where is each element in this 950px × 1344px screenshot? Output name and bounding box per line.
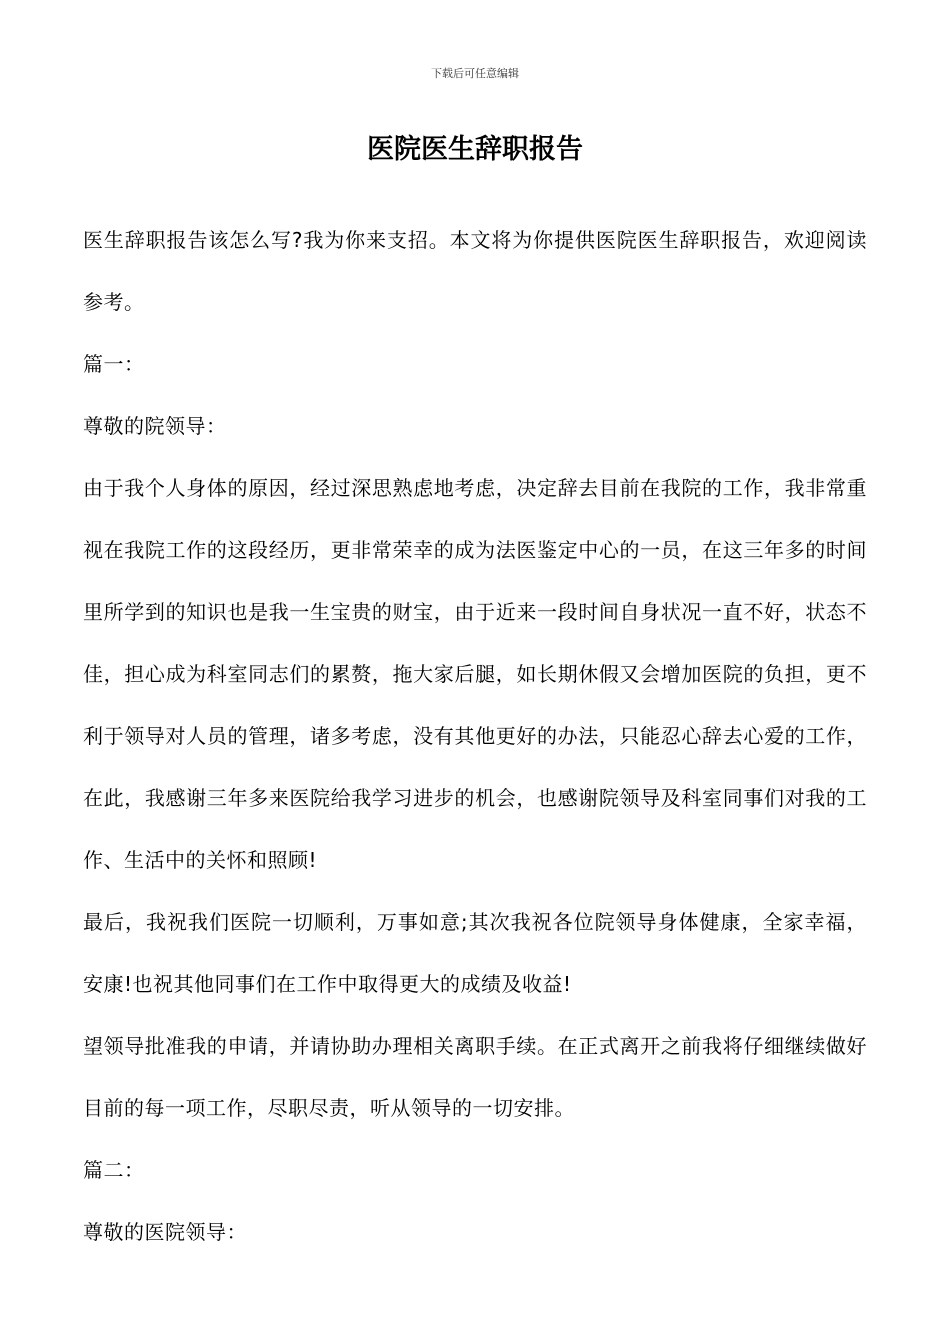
intro-paragraph: 医生辞职报告该怎么写?我为你来支招。本文将为你提供医院医生辞职报告，欢迎阅读参考。: [83, 228, 867, 314]
section-heading-2: 篇二：: [83, 1158, 145, 1182]
salutation-1: 尊敬的院领导：: [83, 414, 227, 438]
document-title: 医院医生辞职报告: [367, 134, 583, 165]
header-note: 下载后可任意编辑: [431, 67, 519, 80]
document-body: [83, 209, 867, 1263]
salutation-2: 尊敬的医院领导：: [83, 1220, 247, 1244]
body-paragraph: 望领导批准我的申请，并请协助办理相关离职手续。在正式离开之前我将仔细继续做好目前的每一项工作，尽职尽责，听从领导的一切安排。: [83, 1034, 867, 1120]
body-paragraph: 最后，我祝我们医院一切顺利，万事如意;其次我祝各位院领导身体健康，全家幸福，安康!也祝其他同事们在工作中取得更大的成绩及收益!: [83, 910, 867, 996]
body-paragraph: 由于我个人身体的原因，经过深思熟虑地考虑，决定辞去目前在我院的工作，我非常重视在我院工作的这段经历，更非常荣幸的成为法医鉴定中心的一员，在这三年多的时间里所学到的知识也是我一生宝贵的财宝，由于近来一段时间自身状况一直不好，状态不佳，担心成为科室同志们的累赘，拖大家后腿，如长期休假又会增加医院的负担，更不利于领导对人员的管理，诸多考虑，没有其他更好的办法，只能忍心辞去心爱的工作，在此，我感谢三年多来医院给我学习进步的机会，也感谢院领导及科室同事们对我的工作、生活中的关怀和照顾!: [83, 476, 867, 872]
section-heading-1: 篇一：: [83, 352, 145, 376]
